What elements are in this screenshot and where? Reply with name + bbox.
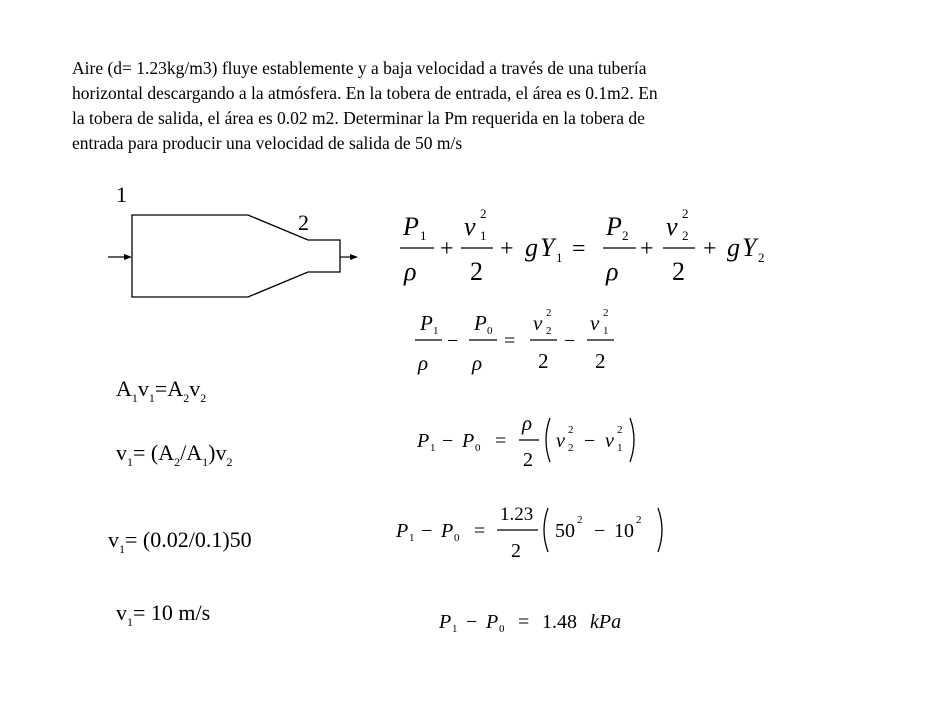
svg-text:0: 0 bbox=[454, 532, 460, 544]
svg-text:2: 2 bbox=[568, 442, 574, 454]
svg-text:2: 2 bbox=[470, 257, 483, 286]
svg-text:1.23: 1.23 bbox=[500, 504, 534, 525]
svg-text:Y: Y bbox=[742, 233, 757, 262]
svg-text:P: P bbox=[403, 212, 419, 241]
svg-text:2: 2 bbox=[577, 514, 583, 526]
v1-result: $v_1= 10$ m/s bbox=[116, 600, 211, 629]
svg-text:2: 2 bbox=[672, 257, 685, 286]
svg-text:g: g bbox=[525, 233, 538, 262]
svg-text:0: 0 bbox=[475, 442, 481, 454]
svg-text:P: P bbox=[486, 611, 499, 633]
problem-line-1: Aire (d= 1.23kg/m3) fluye establemente y a baja velocidad a través de una tubería bbox=[72, 58, 647, 78]
problem-line-3: la tobera de salida, el área es 0.02 m2. Determinar la Pm requerida en la tobera de bbox=[72, 108, 645, 128]
pressure-difference-numeric bbox=[395, 504, 662, 562]
svg-text:=: = bbox=[495, 430, 507, 452]
svg-text:2: 2 bbox=[617, 424, 623, 436]
svg-text:0: 0 bbox=[487, 325, 493, 337]
svg-text:=: = bbox=[474, 520, 486, 542]
svg-text:ρ: ρ bbox=[472, 351, 483, 375]
svg-text:P: P bbox=[417, 430, 430, 452]
svg-text:2: 2 bbox=[603, 307, 609, 319]
svg-text:−: − bbox=[564, 330, 576, 352]
bernoulli-equation bbox=[400, 206, 765, 286]
svg-text:v: v bbox=[533, 311, 543, 335]
svg-text:1.48: 1.48 bbox=[542, 611, 577, 633]
svg-text:+: + bbox=[500, 236, 514, 262]
svg-text:2: 2 bbox=[595, 349, 606, 373]
svg-text:2: 2 bbox=[523, 449, 533, 471]
svg-text:P: P bbox=[606, 212, 622, 241]
svg-text:2: 2 bbox=[511, 540, 521, 562]
continuity-equation: $A_1v_1=A_2v_2$ bbox=[116, 376, 207, 405]
svg-text:1: 1 bbox=[480, 228, 487, 243]
svg-text:−: − bbox=[421, 520, 433, 542]
svg-text:1: 1 bbox=[420, 228, 427, 243]
outlet-label: 2 bbox=[298, 210, 309, 235]
svg-text:v: v bbox=[666, 212, 678, 241]
svg-text:1: 1 bbox=[556, 250, 563, 265]
problem-line-4: entrada para producir una velocidad de salida de 50 m/s bbox=[72, 133, 463, 153]
svg-text:1: 1 bbox=[433, 325, 439, 337]
problem-line-2: horizontal descargando a la atmósfera. En la tobera de entrada, el área es 0.1m2. En bbox=[72, 83, 658, 103]
svg-text:50: 50 bbox=[555, 520, 575, 542]
svg-text:10: 10 bbox=[614, 520, 634, 542]
svg-text:−: − bbox=[594, 520, 606, 542]
svg-text:−: − bbox=[447, 330, 459, 352]
svg-text:+: + bbox=[703, 236, 717, 262]
svg-text:−: − bbox=[584, 430, 596, 452]
svg-text:1: 1 bbox=[409, 532, 415, 544]
svg-text:g: g bbox=[727, 233, 740, 262]
svg-text:ρ: ρ bbox=[404, 257, 417, 286]
svg-text:2: 2 bbox=[546, 325, 552, 337]
svg-text:2: 2 bbox=[622, 228, 629, 243]
svg-text:v: v bbox=[590, 311, 600, 335]
svg-text:ρ: ρ bbox=[418, 351, 429, 375]
svg-text:v: v bbox=[605, 430, 614, 452]
svg-text:v: v bbox=[556, 430, 565, 452]
svg-text:+: + bbox=[640, 236, 654, 262]
svg-text:2: 2 bbox=[480, 206, 487, 221]
svg-text:1: 1 bbox=[430, 442, 436, 454]
svg-text:Y: Y bbox=[540, 233, 555, 262]
svg-text:2: 2 bbox=[538, 349, 549, 373]
svg-text:−: − bbox=[442, 430, 454, 452]
svg-text:P: P bbox=[462, 430, 475, 452]
svg-text:1: 1 bbox=[452, 623, 458, 635]
svg-text:P: P bbox=[439, 611, 452, 633]
svg-text:ρ: ρ bbox=[522, 411, 533, 435]
svg-text:2: 2 bbox=[546, 307, 552, 319]
svg-text:ρ: ρ bbox=[606, 257, 619, 286]
inlet-label: 1 bbox=[116, 182, 127, 207]
svg-text:=: = bbox=[572, 236, 586, 262]
v1-formula: $v_1= (A_2/A_1)v_2$ bbox=[116, 440, 233, 469]
svg-text:2: 2 bbox=[682, 206, 689, 221]
svg-text:2: 2 bbox=[758, 250, 765, 265]
svg-text:kPa: kPa bbox=[590, 611, 622, 633]
svg-text:P: P bbox=[474, 311, 487, 335]
pressure-difference-simplified bbox=[416, 411, 634, 471]
svg-text:=: = bbox=[518, 611, 530, 633]
v1-substitution: $v_1= (0.02/0.1)50$ bbox=[108, 527, 252, 556]
svg-text:P: P bbox=[420, 311, 433, 335]
svg-text:P: P bbox=[396, 520, 409, 542]
svg-text:v: v bbox=[464, 212, 476, 241]
svg-text:0: 0 bbox=[499, 623, 505, 635]
svg-text:+: + bbox=[440, 236, 454, 262]
pressure-difference-result bbox=[438, 611, 621, 635]
svg-text:2: 2 bbox=[636, 514, 642, 526]
svg-text:2: 2 bbox=[568, 424, 574, 436]
pressure-difference-equation bbox=[415, 307, 614, 375]
svg-text:1: 1 bbox=[603, 325, 609, 337]
svg-text:P: P bbox=[441, 520, 454, 542]
svg-text:=: = bbox=[504, 330, 516, 352]
svg-text:1: 1 bbox=[617, 442, 623, 454]
svg-text:2: 2 bbox=[682, 228, 689, 243]
svg-text:−: − bbox=[466, 611, 478, 633]
